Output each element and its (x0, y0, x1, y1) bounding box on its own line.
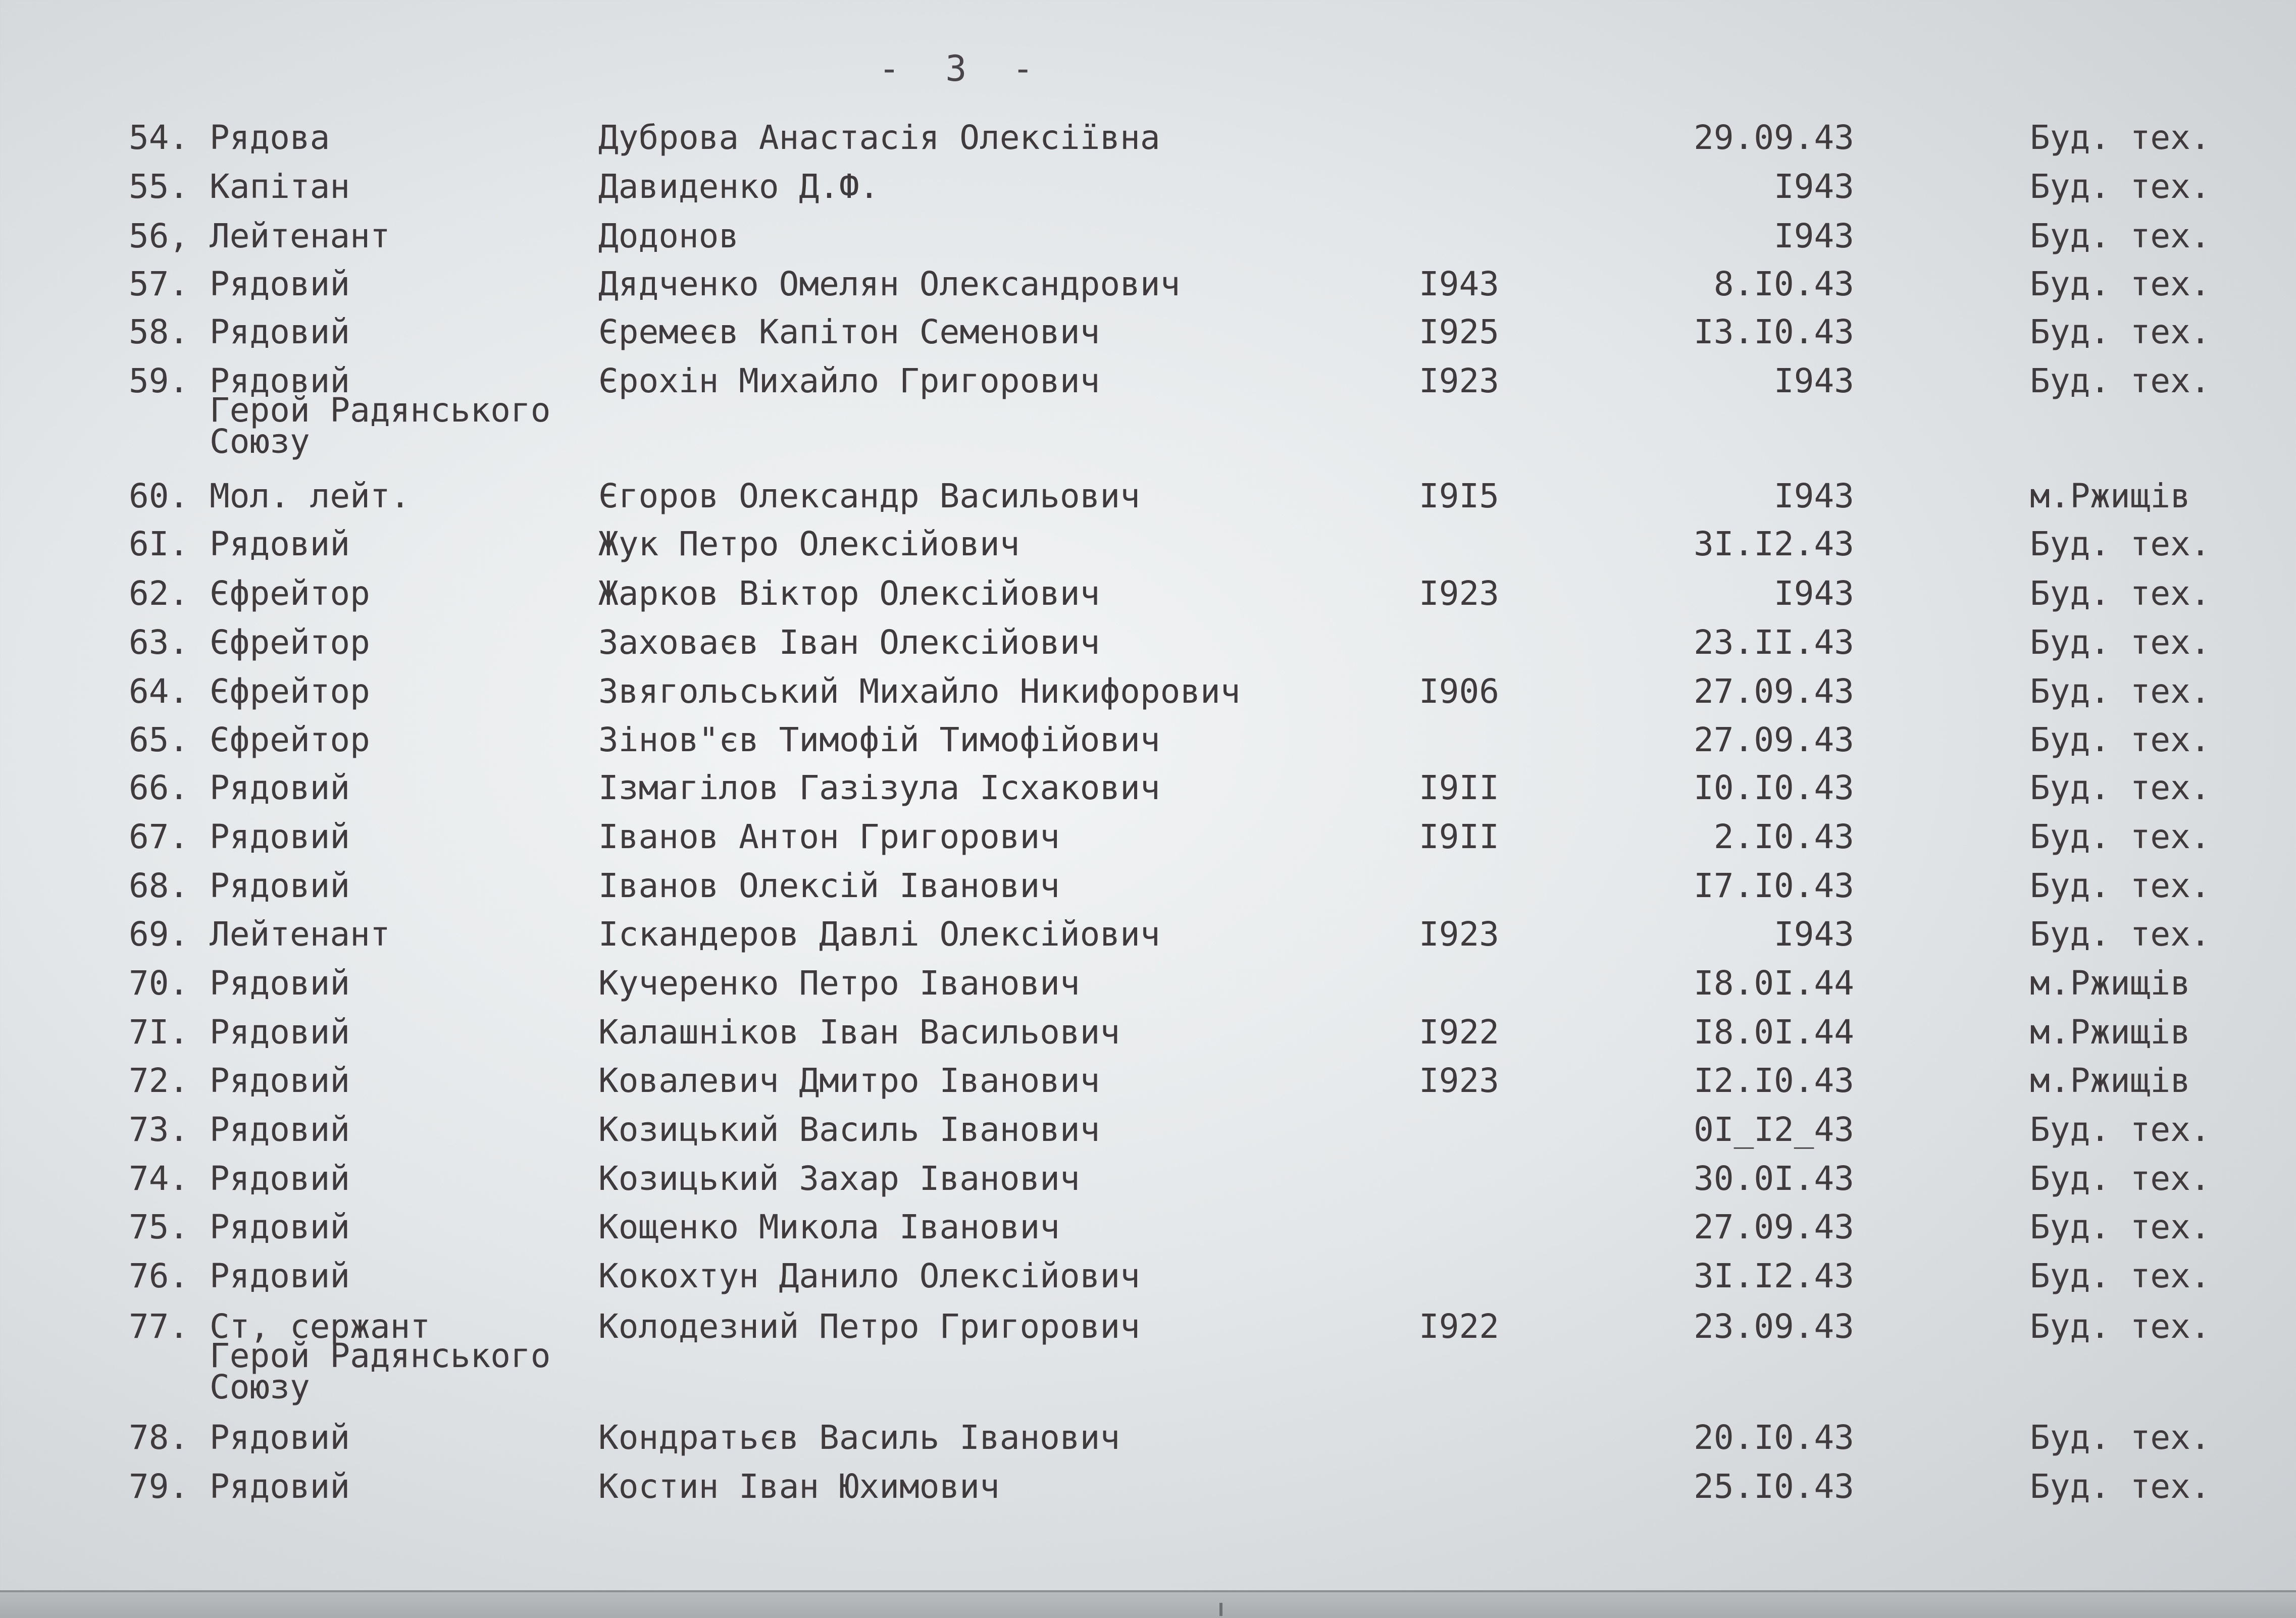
entry-death-date: I8.0I.44 (1694, 1013, 1854, 1052)
entry-birth-year: I923 (1419, 915, 1499, 954)
entry-burial-place: Буд. тех. (2030, 1208, 2211, 1246)
entry-name: Звягольський Михайло Никифорович (598, 672, 1241, 711)
list-row (0, 1208, 2296, 1259)
entry-rank: Єфрейтор (210, 574, 370, 613)
entry-death-date: I943 (1774, 167, 1854, 206)
entry-burial-place: Буд. тех. (2030, 1159, 2211, 1198)
entry-burial-place: Буд. тех. (2030, 720, 2211, 759)
entry-death-date: I7.I0.43 (1694, 866, 1854, 905)
list-row (0, 265, 2296, 316)
entry-rank: Рядовий (210, 312, 350, 351)
entry-number: 55. (129, 167, 189, 206)
entry-death-date: I943 (1774, 217, 1854, 255)
entry-birth-year: I922 (1419, 1013, 1499, 1052)
entry-rank: Рядовий (210, 265, 350, 303)
entry-death-date: 0I_I2_43 (1694, 1110, 1854, 1149)
entry-birth-year: I9I5 (1419, 477, 1499, 515)
entry-burial-place: Буд. тех. (2030, 768, 2211, 807)
entry-number: 60. (129, 477, 189, 515)
entry-death-date: 23.II.43 (1694, 623, 1854, 662)
entry-death-date: I3.I0.43 (1694, 312, 1854, 351)
entry-name: Козицький Василь Іванович (598, 1110, 1100, 1149)
entry-death-date: 2.I0.43 (1713, 817, 1854, 856)
entry-burial-place: Буд. тех. (2030, 1307, 2211, 1346)
entry-birth-year: I943 (1419, 265, 1499, 303)
entry-number: 75. (129, 1208, 189, 1246)
entry-birth-year: I906 (1419, 672, 1499, 711)
list-row (0, 720, 2296, 772)
entry-rank: Рядовий (210, 1159, 350, 1198)
entry-number: 64. (129, 672, 189, 711)
entry-rank: Рядовий (210, 1013, 350, 1052)
entry-number: 58. (129, 312, 189, 351)
entry-name: Єремеєв Капітон Семенович (598, 312, 1100, 351)
list-row (0, 1307, 2296, 1406)
entry-death-date: I943 (1774, 477, 1854, 515)
entry-burial-place: Буд. тех. (2030, 915, 2211, 954)
entry-number: 70. (129, 964, 189, 1003)
list-row (0, 1159, 2296, 1211)
list-row (0, 1467, 2296, 1519)
entry-name: Кощенко Микола Іванович (598, 1208, 1060, 1246)
entry-rank: Рядовий (210, 1418, 350, 1457)
entry-name: Кучеренко Петро Іванович (598, 964, 1080, 1003)
entry-death-date: 23.09.43 (1694, 1307, 1854, 1346)
list-row (0, 312, 2296, 364)
page-number: - 3 - (879, 48, 1046, 89)
entry-burial-place: Буд. тех. (2030, 623, 2211, 662)
scanner-edge (0, 1590, 2296, 1618)
entry-rank: Рядовий (210, 361, 350, 400)
entry-birth-year: I922 (1419, 1307, 1499, 1346)
entry-death-date: I943 (1774, 574, 1854, 613)
entry-number: 56, (129, 217, 189, 255)
list-row (0, 361, 2296, 461)
entry-name: Дуброва Анастасія Олексіївна (598, 118, 1160, 157)
entry-rank: Єфрейтор (210, 720, 370, 759)
entry-birth-year: I9II (1419, 817, 1499, 856)
list-row (0, 217, 2296, 268)
entry-rank: Лейтенант (210, 217, 390, 255)
entry-number: 66. (129, 768, 189, 807)
entry-name: Іванов Олексій Іванович (598, 866, 1060, 905)
entry-death-date: I2.I0.43 (1694, 1061, 1854, 1100)
entry-rank: Єфрейтор (210, 672, 370, 711)
entry-number: 65. (129, 720, 189, 759)
entry-burial-place: Буд. тех. (2030, 217, 2211, 255)
entry-name: Жук Петро Олексійович (598, 525, 1020, 563)
list-row (0, 118, 2296, 170)
entry-death-date: I0.I0.43 (1694, 768, 1854, 807)
entry-name: Козицький Захар Іванович (598, 1159, 1080, 1198)
entry-name: Зінов"єв Тимофій Тимофійович (598, 720, 1160, 759)
entry-rank: Ст, сержант (210, 1307, 431, 1346)
entry-burial-place: Буд. тех. (2030, 118, 2211, 157)
list-row (0, 477, 2296, 528)
entry-death-date: I943 (1774, 361, 1854, 400)
entry-rank-note: Герой Радянського (210, 391, 551, 430)
entry-number: 67. (129, 817, 189, 856)
page-fold-mark (1219, 1603, 1222, 1616)
list-row (0, 1013, 2296, 1064)
entry-name: Кокохтун Данило Олексійович (598, 1257, 1140, 1295)
entry-name: Кондратьєв Василь Іванович (598, 1418, 1120, 1457)
entry-name: Єрохін Михайло Григорович (598, 361, 1100, 400)
list-row (0, 525, 2296, 576)
list-row (0, 1257, 2296, 1308)
entry-burial-place: Буд. тех. (2030, 1467, 2211, 1506)
entry-name: Дядченко Омелян Олександрович (598, 265, 1181, 303)
entry-burial-place: м.Ржищів (2030, 1013, 2190, 1052)
entry-name: Іскандеров Давлі Олексійович (598, 915, 1160, 954)
entry-death-date: 27.09.43 (1694, 1208, 1854, 1246)
entry-birth-year: I923 (1419, 1061, 1499, 1100)
entry-death-date: 30.0I.43 (1694, 1159, 1854, 1198)
entry-rank: Рядовий (210, 1257, 350, 1295)
entry-name: Додонов (598, 217, 739, 255)
list-row (0, 623, 2296, 674)
list-row (0, 768, 2296, 820)
entry-number: 57. (129, 265, 189, 303)
list-row (0, 1418, 2296, 1470)
entry-burial-place: Буд. тех. (2030, 866, 2211, 905)
entry-number: 63. (129, 623, 189, 662)
entry-number: 54. (129, 118, 189, 157)
entry-rank: Єфрейтор (210, 623, 370, 662)
list-row (0, 672, 2296, 723)
entry-burial-place: м.Ржищів (2030, 964, 2190, 1003)
entry-rank: Капітан (210, 167, 350, 206)
entry-rank: Рядовий (210, 1467, 350, 1506)
entry-burial-place: Буд. тех. (2030, 1257, 2211, 1295)
entry-burial-place: Буд. тех. (2030, 361, 2211, 400)
entry-death-date: 3I.I2.43 (1694, 525, 1854, 563)
entry-name: Калашніков Іван Васильович (598, 1013, 1120, 1052)
entry-rank-note: Союзу (210, 422, 310, 461)
entry-number: 7I. (129, 1013, 189, 1052)
entry-birth-year: I923 (1419, 361, 1499, 400)
list-row (0, 1110, 2296, 1162)
entry-birth-year: I923 (1419, 574, 1499, 613)
entry-name: Ізмагілов Газізула Ісхакович (598, 768, 1160, 807)
entry-rank: Рядовий (210, 1061, 350, 1100)
entry-burial-place: м.Ржищів (2030, 1061, 2190, 1100)
entry-number: 69. (129, 915, 189, 954)
entry-burial-place: Буд. тех. (2030, 817, 2211, 856)
entry-number: 59. (129, 361, 189, 400)
list-row (0, 167, 2296, 219)
entry-death-date: 20.I0.43 (1694, 1418, 1854, 1457)
entry-burial-place: Буд. тех. (2030, 672, 2211, 711)
entry-burial-place: Буд. тех. (2030, 525, 2211, 563)
entry-rank: Рядовий (210, 1110, 350, 1149)
entry-name: Ковалевич Дмитро Іванович (598, 1061, 1100, 1100)
list-row (0, 866, 2296, 918)
entry-name: Давиденко Д.Ф. (598, 167, 880, 206)
entry-death-date: 3I.I2.43 (1694, 1257, 1854, 1295)
entry-number: 6I. (129, 525, 189, 563)
entry-burial-place: Буд. тех. (2030, 167, 2211, 206)
entry-number: 72. (129, 1061, 189, 1100)
list-row (0, 817, 2296, 869)
entry-rank: Рядовий (210, 964, 350, 1003)
entry-burial-place: Буд. тех. (2030, 574, 2211, 613)
entry-name: Жарков Віктор Олексійович (598, 574, 1100, 613)
entry-number: 74. (129, 1159, 189, 1198)
entry-rank-note: Союзу (210, 1368, 310, 1406)
entry-birth-year: I925 (1419, 312, 1499, 351)
entry-burial-place: Буд. тех. (2030, 312, 2211, 351)
entry-name: Колодезний Петро Григорович (598, 1307, 1140, 1346)
entry-rank: Лейтенант (210, 915, 390, 954)
list-row (0, 915, 2296, 966)
entry-number: 79. (129, 1467, 189, 1506)
entry-death-date: I943 (1774, 915, 1854, 954)
entry-rank: Рядовий (210, 1208, 350, 1246)
entry-rank: Рядовий (210, 768, 350, 807)
entry-rank-note: Герой Радянського (210, 1336, 551, 1375)
entry-death-date: I8.0I.44 (1694, 964, 1854, 1003)
entry-number: 68. (129, 866, 189, 905)
entry-name: Іванов Антон Григорович (598, 817, 1060, 856)
entry-birth-year: I9II (1419, 768, 1499, 807)
entry-burial-place: Буд. тех. (2030, 1418, 2211, 1457)
entry-name: Єгоров Олександр Васильович (598, 477, 1140, 515)
entry-death-date: 8.I0.43 (1713, 265, 1854, 303)
entry-death-date: 27.09.43 (1694, 672, 1854, 711)
entry-death-date: 25.I0.43 (1694, 1467, 1854, 1506)
list-row (0, 574, 2296, 625)
entry-rank: Мол. лейт. (210, 477, 411, 515)
entry-name: Костин Іван Юхимович (598, 1467, 1000, 1506)
entry-number: 62. (129, 574, 189, 613)
entry-number: 78. (129, 1418, 189, 1457)
entry-name: Заховаєв Іван Олексійович (598, 623, 1100, 662)
entry-death-date: 27.09.43 (1694, 720, 1854, 759)
entry-burial-place: Буд. тех. (2030, 1110, 2211, 1149)
entry-rank: Рядовий (210, 866, 350, 905)
entry-burial-place: Буд. тех. (2030, 265, 2211, 303)
entry-rank: Рядовий (210, 525, 350, 563)
entry-burial-place: м.Ржищів (2030, 477, 2190, 515)
list-row (0, 964, 2296, 1015)
entry-rank: Рядовий (210, 817, 350, 856)
entry-number: 77. (129, 1307, 189, 1346)
entry-number: 73. (129, 1110, 189, 1149)
list-row (0, 1061, 2296, 1113)
entry-rank: Рядова (210, 118, 330, 157)
entry-death-date: 29.09.43 (1694, 118, 1854, 157)
entry-number: 76. (129, 1257, 189, 1295)
